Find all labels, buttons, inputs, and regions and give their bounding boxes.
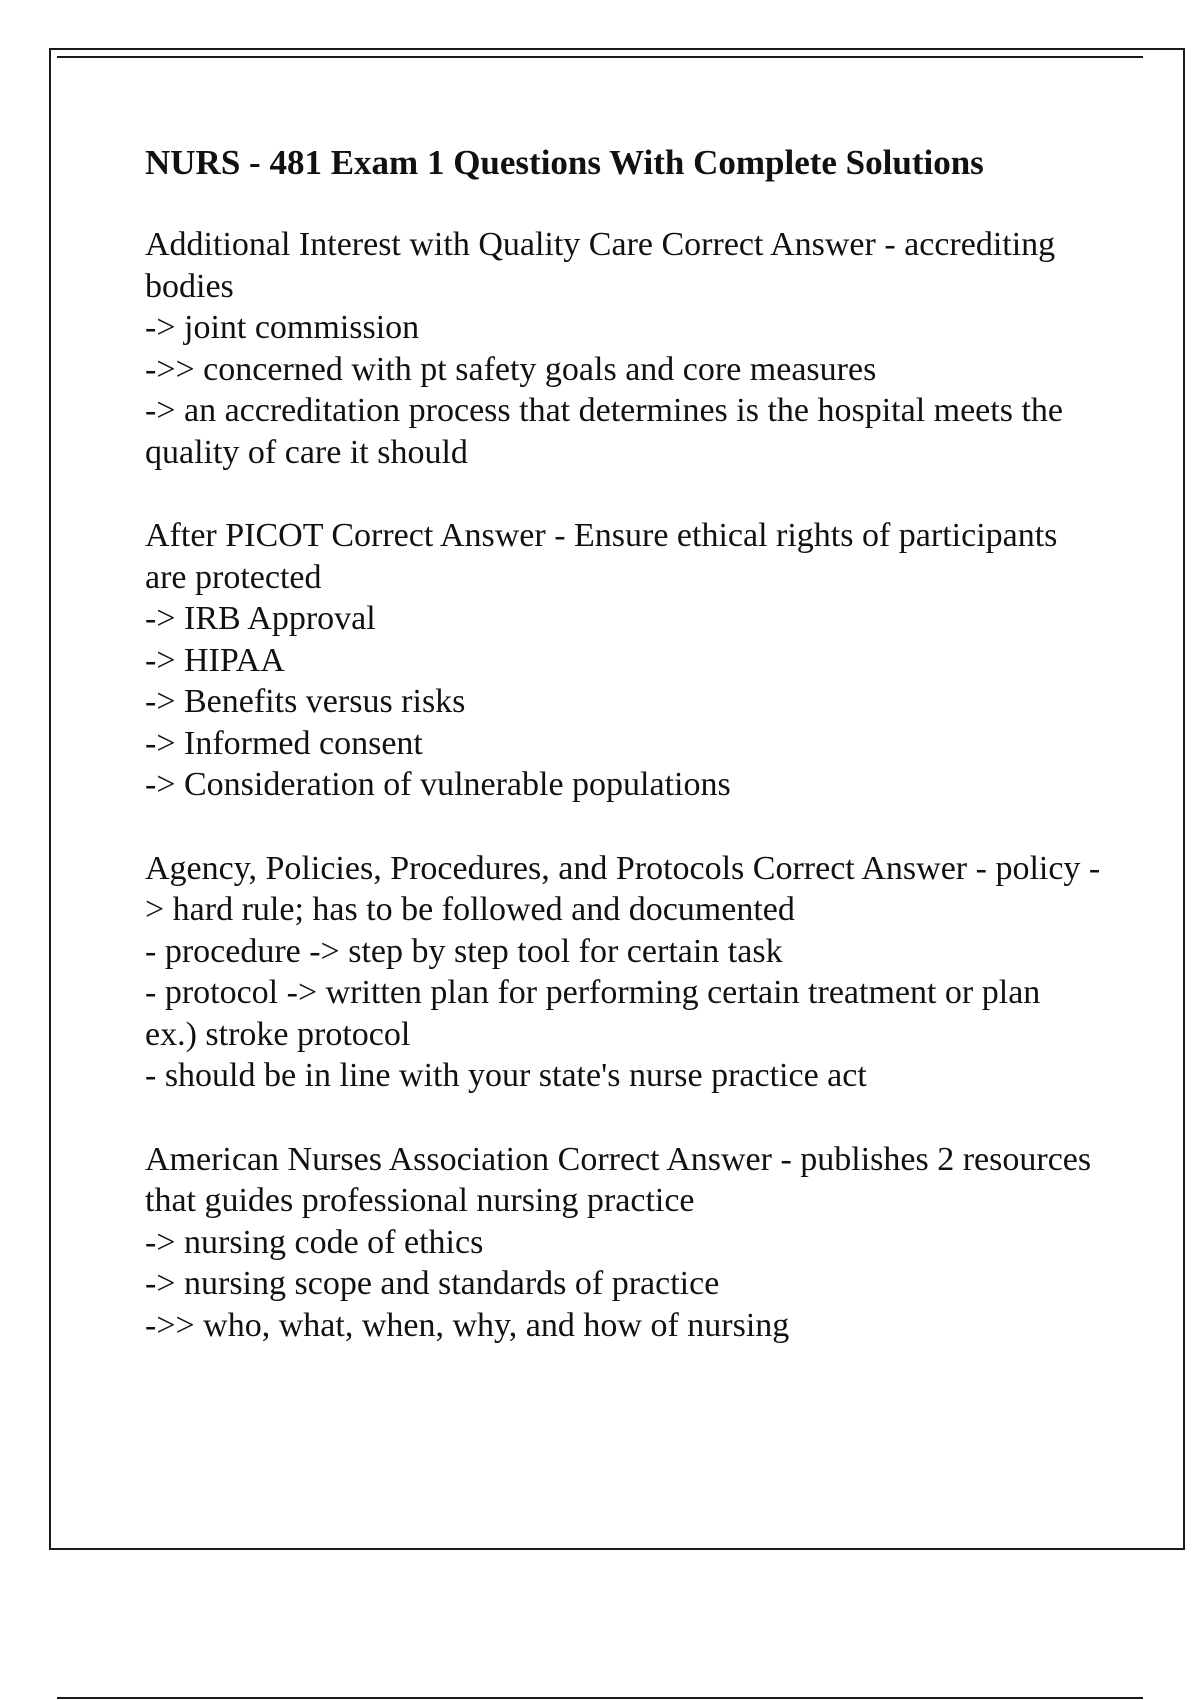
document-body: [145, 142, 1105, 1388]
question-term: After PICOT: [145, 517, 323, 554]
qa-entry-american-nurses-association: [145, 1139, 1105, 1347]
answer-text: - Ensure ethical rights of participants are protected -> IRB Approval -> HIPAA -> Benefits versus risks -> Informed consent -> Consideration of vulnerable populations: [145, 517, 1058, 803]
answer-text: - accrediting bodies -> joint commission ->> concerned with pt safety goals and core measures -> an accreditation process that determines is the hospital meets the quality of care it should: [145, 226, 1063, 471]
answer-text: - publishes 2 resources that guides professional nursing practice -> nursing code of ethics -> nursing scope and standards of practice ->> who, what, when, why, and how of nursing: [145, 1140, 1092, 1344]
question-term: Additional Interest with Quality Care: [145, 226, 653, 263]
correct-answer-tag: Correct Answer: [557, 1140, 772, 1178]
top-divider: [57, 56, 1143, 58]
next-page-divider: [57, 1697, 1143, 1699]
qa-entry-additional-interest: [145, 224, 1105, 473]
question-term: Agency, Policies, Procedures, and Protocols: [145, 849, 745, 887]
document-title: NURS - 481 Exam 1 Questions With Complete Solutions: [145, 143, 984, 182]
qa-entry-after-picot: [145, 515, 1105, 806]
correct-answer-tag: Correct Answer: [331, 517, 546, 554]
question-term: American Nurses Association: [145, 1140, 550, 1178]
correct-answer-tag: Correct Answer: [752, 849, 968, 887]
correct-answer-tag: Correct Answer: [661, 226, 876, 263]
qa-entry-agency-policies: [145, 848, 1105, 1097]
answer-text: - policy -> hard rule; has to be followed and documented - procedure -> step by step tool for certain task - protocol -> written plan for performing certain treatment or plan ex.) stroke protocol - should be in line with your state's nurse practice act: [145, 849, 1101, 1094]
